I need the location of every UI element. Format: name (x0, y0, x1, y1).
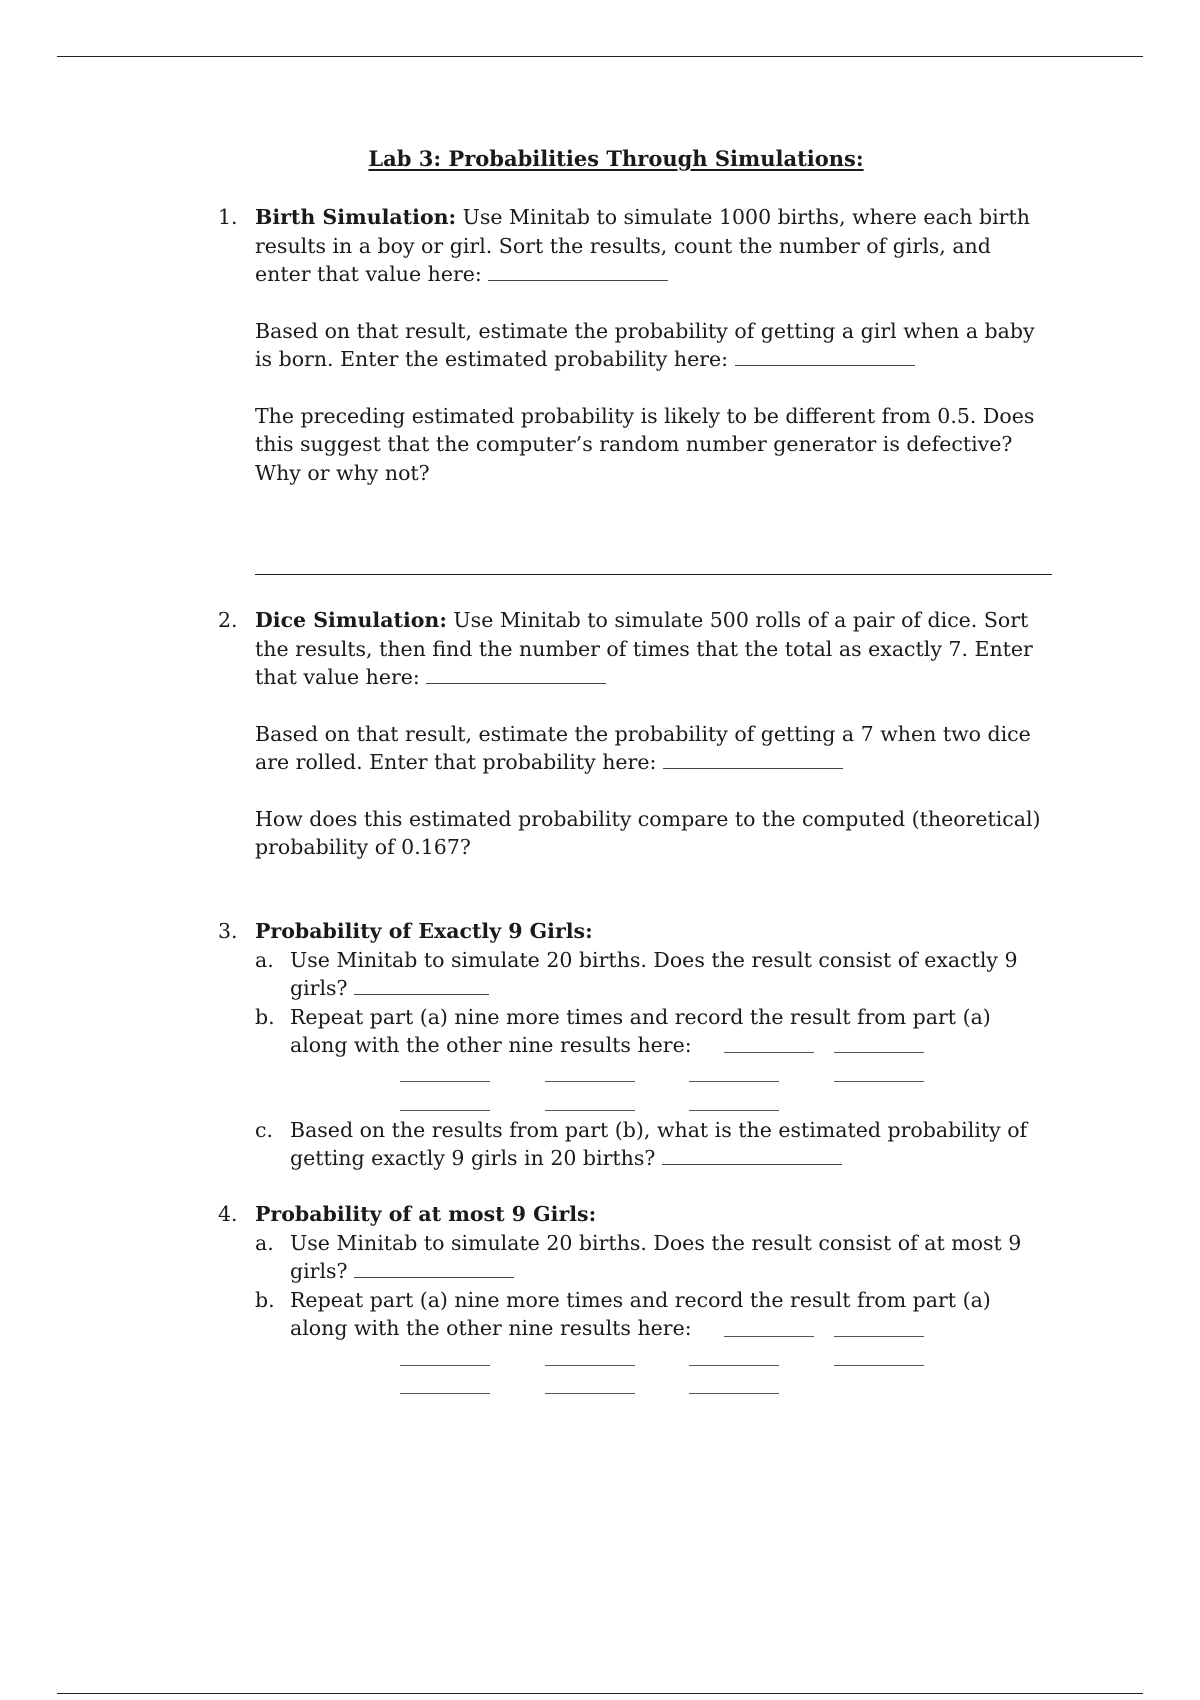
question-4-part-b-text: Repeat part (a) nine more times and record the result from part (a) along with the other nine results here: (290, 1287, 991, 1340)
q4-result-line-1[interactable] (724, 1336, 814, 1337)
question-3-heading: Probability of Exactly 9 Girls: (255, 919, 593, 943)
q3-result-line-2[interactable] (834, 1052, 924, 1053)
q3-result-line-5[interactable] (689, 1081, 779, 1082)
q4-result-line-8[interactable] (545, 1393, 635, 1394)
page-title: Lab 3: Probabilities Through Simulations: (368, 146, 864, 171)
seven-probability-blank[interactable] (663, 750, 843, 769)
question-1-heading: Birth Simulation: (255, 205, 457, 229)
q3-part-a-blank[interactable] (354, 976, 489, 995)
question-3-part-c-letter: c. (255, 1117, 273, 1142)
question-2-paragraph-1 (255, 606, 1048, 692)
girls-count-blank[interactable] (488, 262, 668, 281)
question-1-text: Use Minitab to simulate 1000 births, where each birth results in a boy or girl. Sort the results, count the number of girls, and enter that value here: (255, 205, 1030, 286)
question-3-part-b (218, 1003, 1048, 1060)
question-3-part-a-letter: a. (255, 947, 274, 972)
question-2-paragraph-2 (255, 720, 1048, 777)
q3-result-line-8[interactable] (545, 1110, 635, 1111)
question-4-heading: Probability of at most 9 Girls: (255, 1202, 597, 1226)
q4-result-line-3[interactable] (400, 1365, 490, 1366)
question-2-paragraph-3: How does this estimated probability compare to the computed (theoretical) probability of 0.167? (255, 806, 1041, 859)
question-1-paragraph-1 (255, 203, 1048, 289)
question-2 (218, 606, 1048, 862)
q3-result-line-9[interactable] (689, 1110, 779, 1111)
q4-result-line-5[interactable] (689, 1365, 779, 1366)
q4-result-line-2[interactable] (834, 1336, 924, 1337)
q4-result-line-6[interactable] (834, 1365, 924, 1366)
question-3 (218, 917, 1048, 1173)
question-1-paragraph-3: The preceding estimated probability is likely to be different from 0.5. Does this suggest that the computer’s random number generator is defective? Why or why not? (255, 403, 1035, 485)
q4-result-line-7[interactable] (400, 1393, 490, 1394)
question-2-text: Use Minitab to simulate 500 rolls of a pair of dice. Sort the results, then find the number of times that the total as exactly 7. Enter that value here: (255, 608, 1033, 689)
girl-probability-blank[interactable] (735, 347, 915, 366)
question-4-part-a-text: Use Minitab to simulate 20 births. Does the result consist of at most 9 girls? (290, 1230, 1022, 1283)
question-1-answer-line[interactable] (255, 574, 1052, 575)
question-3-part-a (218, 946, 1048, 1003)
question-3-part-b-letter: b. (255, 1004, 275, 1029)
q4-result-line-9[interactable] (689, 1393, 779, 1394)
question-3-part-c-text: Based on the results from part (b), what is the estimated probability of getting exactly 9 girls in 20 births? (290, 1117, 1028, 1170)
q4-part-a-blank[interactable] (354, 1259, 514, 1278)
bottom-rule (57, 1693, 1143, 1694)
question-4-part-b-letter: b. (255, 1287, 275, 1312)
q3-result-line-1[interactable] (724, 1052, 814, 1053)
question-3-part-a-text: Use Minitab to simulate 20 births. Does the result consist of exactly 9 girls? (290, 947, 1018, 1000)
question-3-part-b-text: Repeat part (a) nine more times and record the result from part (a) along with the other nine results here: (290, 1004, 991, 1057)
q3-result-line-6[interactable] (834, 1081, 924, 1082)
question-2-number: 2. (218, 608, 238, 632)
q4-result-line-4[interactable] (545, 1365, 635, 1366)
q3-result-line-3[interactable] (400, 1081, 490, 1082)
question-1-paragraph-2 (255, 317, 1048, 374)
question-4-number: 4. (218, 1202, 238, 1226)
question-2-text-2: Based on that result, estimate the probability of getting a 7 when two dice are rolled. Enter that probability here: (255, 721, 1031, 774)
question-1 (218, 203, 1048, 487)
question-4 (218, 1200, 1048, 1343)
sevens-count-blank[interactable] (426, 665, 606, 684)
top-rule (57, 56, 1143, 57)
question-3-part-c (218, 1116, 1048, 1173)
question-3-number: 3. (218, 919, 238, 943)
question-4-part-a (218, 1229, 1048, 1286)
q3-result-line-4[interactable] (545, 1081, 635, 1082)
question-4-part-b (218, 1286, 1048, 1343)
q3-part-c-blank[interactable] (662, 1146, 842, 1165)
question-1-text-2: Based on that result, estimate the probability of getting a girl when a baby is born. Enter the estimated probability here: (255, 318, 1035, 371)
question-1-number: 1. (218, 205, 238, 229)
question-2-heading: Dice Simulation: (255, 608, 447, 632)
question-4-part-a-letter: a. (255, 1230, 274, 1255)
q3-result-line-7[interactable] (400, 1110, 490, 1111)
